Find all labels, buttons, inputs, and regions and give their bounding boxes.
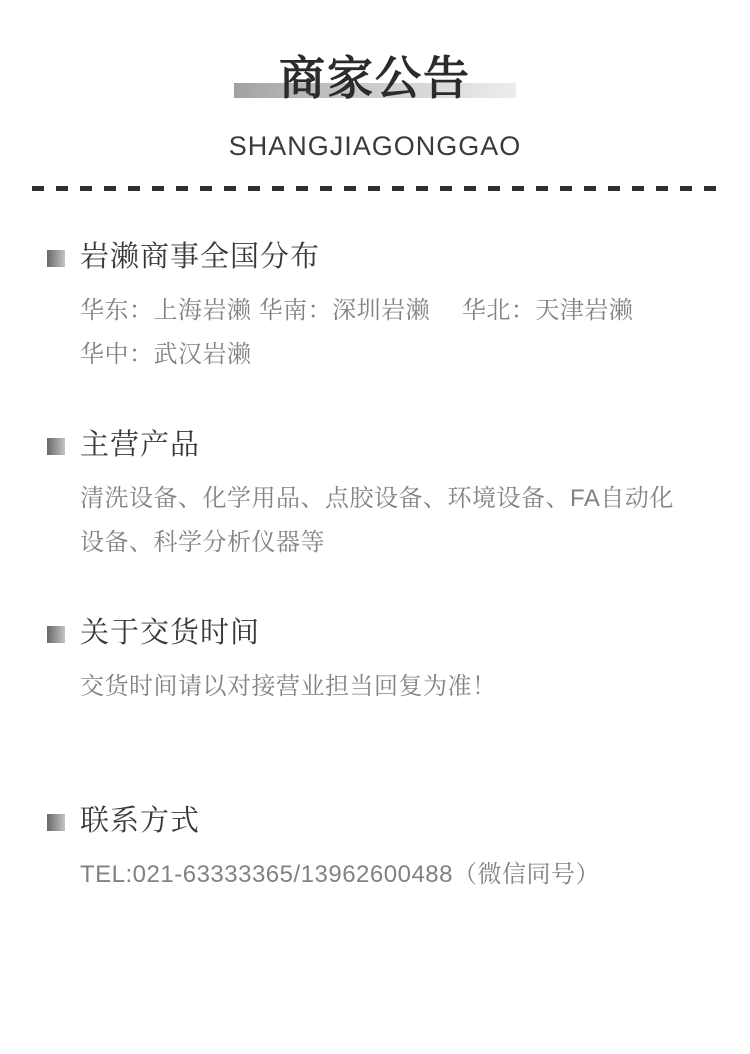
page-title: 商家公告 xyxy=(279,52,471,104)
section-bullet-icon xyxy=(47,626,65,643)
section-text-line: 华东：上海岩濑 华南：深圳岩濑 华北：天津岩濑 xyxy=(80,297,634,324)
section-bullet-icon xyxy=(47,814,65,831)
section-header-row xyxy=(47,613,750,653)
section-national-distribution xyxy=(47,237,750,377)
section-body xyxy=(80,477,698,565)
section-header-row xyxy=(47,425,750,465)
section-header-row xyxy=(47,237,750,277)
section-header-row xyxy=(47,801,750,841)
dashed-divider xyxy=(32,186,720,191)
section-contact-info xyxy=(47,801,750,897)
page-title-wrap xyxy=(0,50,750,106)
section-text-line: 华中：武汉岩濑 xyxy=(80,341,252,368)
page-subtitle: SHANGJIAGONGGAO xyxy=(228,131,522,161)
announcement-sections xyxy=(0,237,750,897)
section-main-products xyxy=(47,425,750,565)
announcement-header xyxy=(0,50,750,162)
section-heading: 联系方式 xyxy=(80,805,201,837)
section-heading: 关于交货时间 xyxy=(80,617,261,649)
section-heading: 主营产品 xyxy=(80,429,201,461)
section-body xyxy=(80,665,698,709)
section-text-line: 交货时间请以对接营业担当回复为准！ xyxy=(80,673,497,700)
section-body xyxy=(80,853,698,897)
section-bullet-icon xyxy=(47,250,65,267)
merchant-announcement-page xyxy=(0,50,750,1054)
section-delivery-time xyxy=(47,613,750,709)
section-text-line: TEL:021-63333365/13962600488（微信同号） xyxy=(80,861,600,888)
section-text-line: 清洗设备、化学用品、点胶设备、环境设备、FA自动化设备、科学分析仪器等 xyxy=(80,485,674,556)
section-body xyxy=(80,289,698,377)
section-bullet-icon xyxy=(47,438,65,455)
section-heading: 岩濑商事全国分布 xyxy=(80,241,321,273)
